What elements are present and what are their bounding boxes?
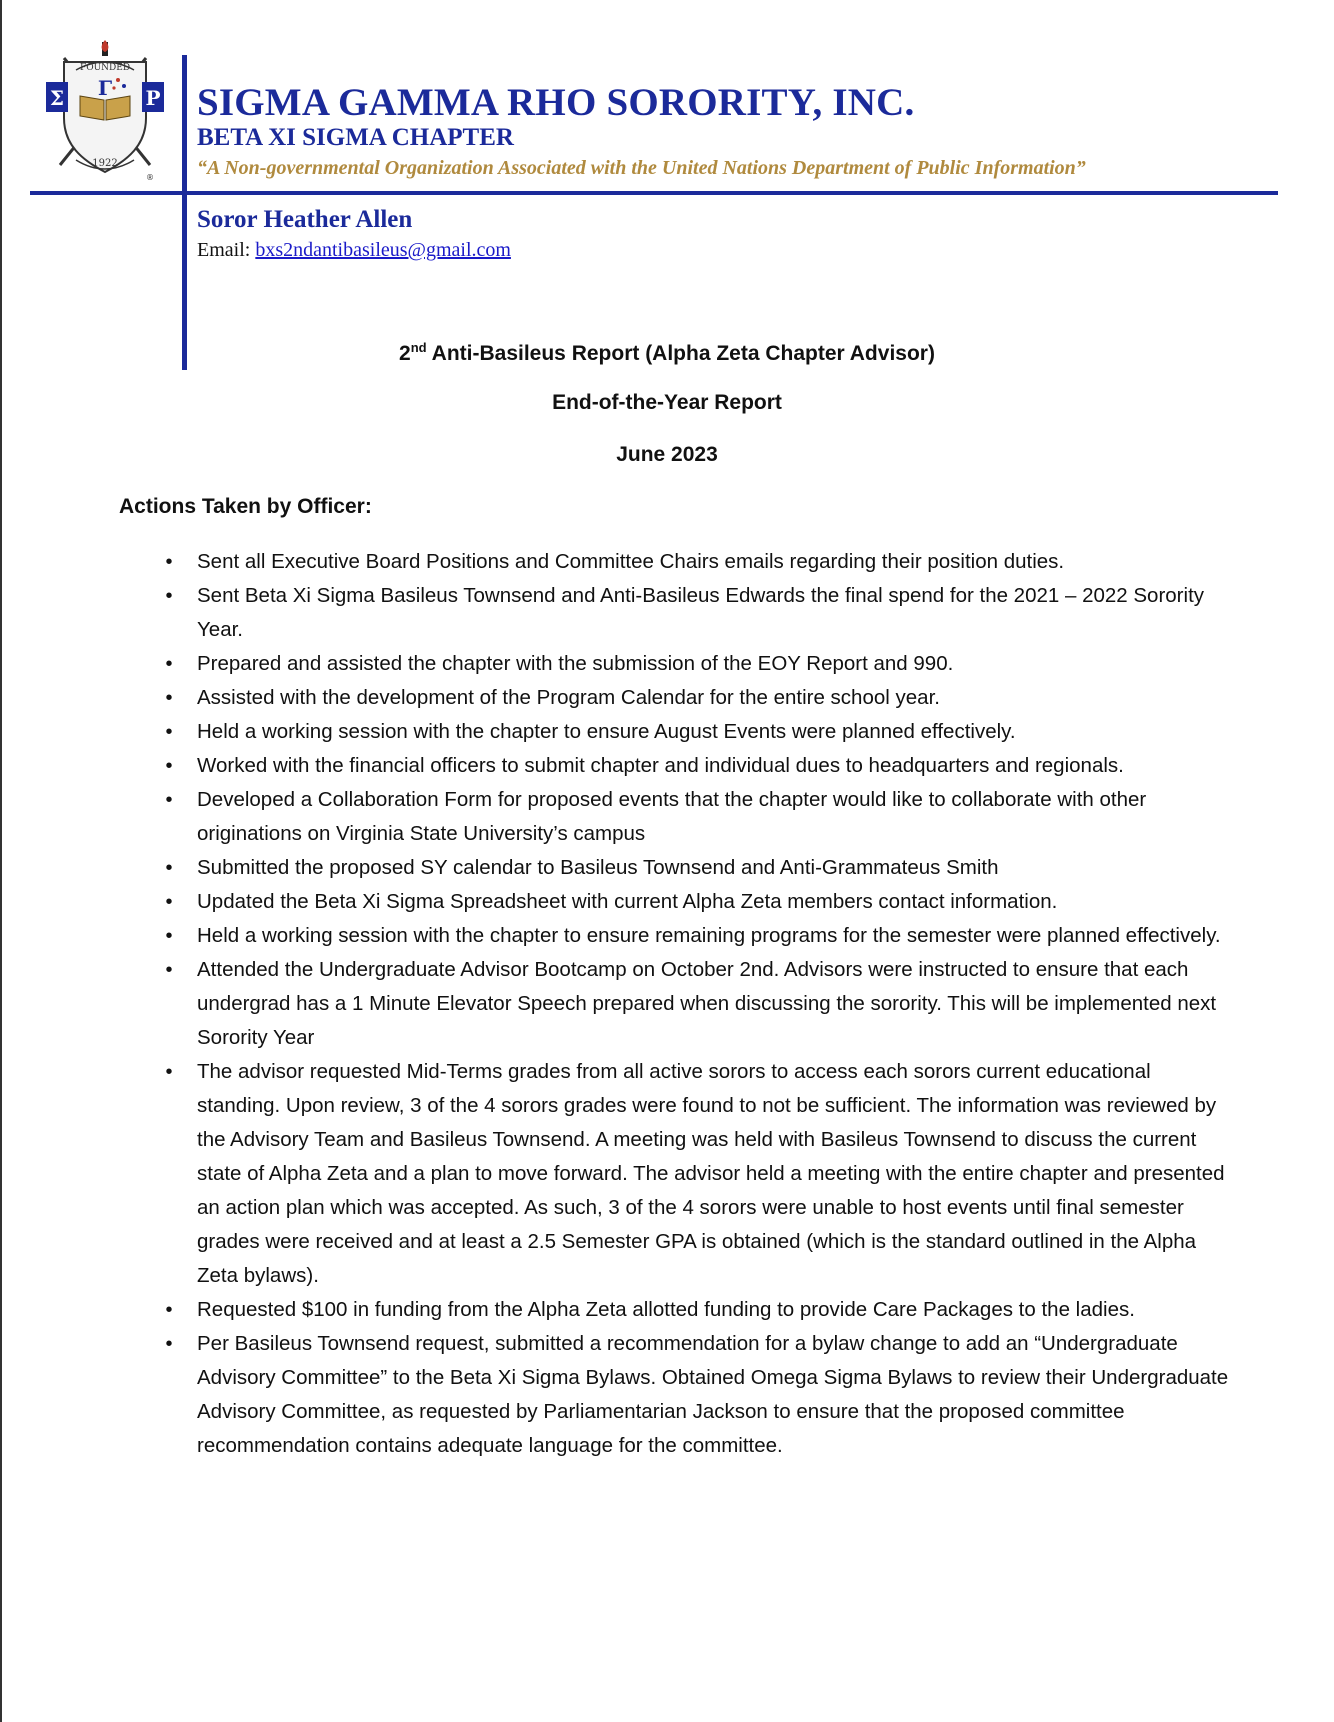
list-item-text: Held a working session with the chapter to ensure August Events were planned effectively. [197, 720, 1016, 743]
list-item-text: Assisted with the development of the Program Calendar for the entire school year. [197, 686, 940, 709]
bullet-icon: • [165, 721, 173, 743]
list-item-text: The advisor requested Mid-Terms grades from all active sorors to access each sorors current educational standing. Upon review, 3 of the 4 sorors grades were found to not be sufficient. The information was reviewed by the Advisory Team and Basileus Townsend. A meeting was held with Basileus Townsend to discuss the current state of Alpha Zeta and a plan to move forward. The advisor held a meeting with the entire chapter and presented an action plan which was accepted. As such, 3 of the 4 sorors were unable to host events until final semester grades were received and at least a 2.5 Semester GPA is obtained (which is the standard outlined in the Alpha Zeta bylaws). [197, 1060, 1225, 1287]
list-item-text: Submitted the proposed SY calendar to Basileus Townsend and Anti-Grammateus Smith [197, 856, 999, 879]
organization-tagline: “A Non-governmental Organization Associated with the United Nations Department of Public Information” [197, 157, 1086, 179]
list-item [165, 681, 1237, 715]
list-item-text: Per Basileus Townsend request, submitted a recommendation for a bylaw change to add an “Undergraduate Advisory Committee” to the Beta Xi Sigma Bylaws. Obtained Omega Sigma Bylaws to review their Undergraduate Advisory Committee, as requested by Parliamentarian Jackson to ensure that the proposed committee recommendation contains adequate language for the committee. [197, 1332, 1229, 1457]
bullet-icon: • [165, 1333, 173, 1355]
report-title: 2nd Anti-Basileus Report (Alpha Zeta Chapter Advisor) [399, 340, 935, 365]
list-item [165, 885, 1237, 919]
list-item-text: Worked with the financial officers to submit chapter and individual dues to headquarters and regionals. [197, 754, 1124, 777]
list-item [165, 647, 1237, 681]
page-edge [0, 0, 2, 1722]
email-label: Email: [197, 239, 251, 261]
officer-name: Soror Heather Allen [197, 206, 413, 233]
svg-text:FOUNDED: FOUNDED [79, 63, 131, 73]
list-item-text: Developed a Collaboration Form for proposed events that the chapter would like to collaborate with other originations on Virginia State University’s campus [197, 788, 1147, 845]
bullet-icon: • [165, 789, 173, 811]
list-item [165, 749, 1237, 783]
list-item-text: Sent all Executive Board Positions and Committee Chairs emails regarding their position duties. [197, 550, 1065, 573]
bullet-icon: • [165, 959, 173, 981]
svg-text:Σ: Σ [49, 86, 65, 110]
letterhead-vertical-rule [182, 55, 187, 370]
organization-name: SIGMA GAMMA RHO SORORITY, INC. [197, 81, 915, 124]
bullet-icon: • [165, 551, 173, 573]
svg-text:Γ: Γ [97, 76, 113, 100]
list-item [165, 953, 1237, 1055]
section-heading: Actions Taken by Officer: [119, 495, 372, 518]
bullet-icon: • [165, 1299, 173, 1321]
bullet-icon: • [165, 653, 173, 675]
report-date: June 2023 [616, 443, 718, 466]
list-item-text: Requested $100 in funding from the Alpha Zeta allotted funding to provide Care Packages to the ladies. [197, 1298, 1135, 1321]
bullet-icon: • [165, 925, 173, 947]
bullet-icon: • [165, 585, 173, 607]
bullet-icon: • [165, 1061, 173, 1083]
list-item [165, 783, 1237, 851]
list-item [165, 851, 1237, 885]
report-subtitle: End-of-the-Year Report [552, 391, 782, 414]
list-item [165, 1327, 1237, 1463]
bullet-icon: • [165, 755, 173, 777]
list-item [165, 715, 1237, 749]
sorority-crest-icon [46, 40, 164, 185]
svg-text:®: ® [146, 173, 154, 182]
list-item [165, 919, 1237, 953]
actions-list [165, 545, 1237, 1463]
list-item-text: Updated the Beta Xi Sigma Spreadsheet with current Alpha Zeta members contact information. [197, 890, 1058, 913]
list-item [165, 1055, 1237, 1293]
list-item-text: Held a working session with the chapter to ensure remaining programs for the semester were planned effectively. [197, 924, 1221, 947]
list-item-text: Prepared and assisted the chapter with the submission of the EOY Report and 990. [197, 652, 954, 675]
svg-text:1922: 1922 [92, 158, 118, 169]
list-item [165, 579, 1237, 647]
bullet-icon: • [165, 687, 173, 709]
officer-email-row [197, 239, 511, 262]
chapter-name: BETA XI SIGMA CHAPTER [197, 124, 514, 151]
list-item-text: Sent Beta Xi Sigma Basileus Townsend and Anti-Basileus Edwards the final spend for the 2021 – 2022 Sorority Year. [197, 584, 1205, 641]
list-item-text: Attended the Undergraduate Advisor Bootcamp on October 2nd. Advisors were instructed to ensure that each undergrad has a 1 Minute Elevator Speech prepared when discussing the sorority. This will be implemented next Sorority Year [197, 958, 1217, 1049]
letterhead-horizontal-rule [30, 191, 1278, 195]
email-link[interactable]: bxs2ndantibasileus@gmail.com [255, 239, 511, 261]
list-item [165, 1293, 1237, 1327]
list-item [165, 545, 1237, 579]
bullet-icon: • [165, 857, 173, 879]
svg-text:Ρ: Ρ [145, 86, 161, 110]
bullet-icon: • [165, 891, 173, 913]
